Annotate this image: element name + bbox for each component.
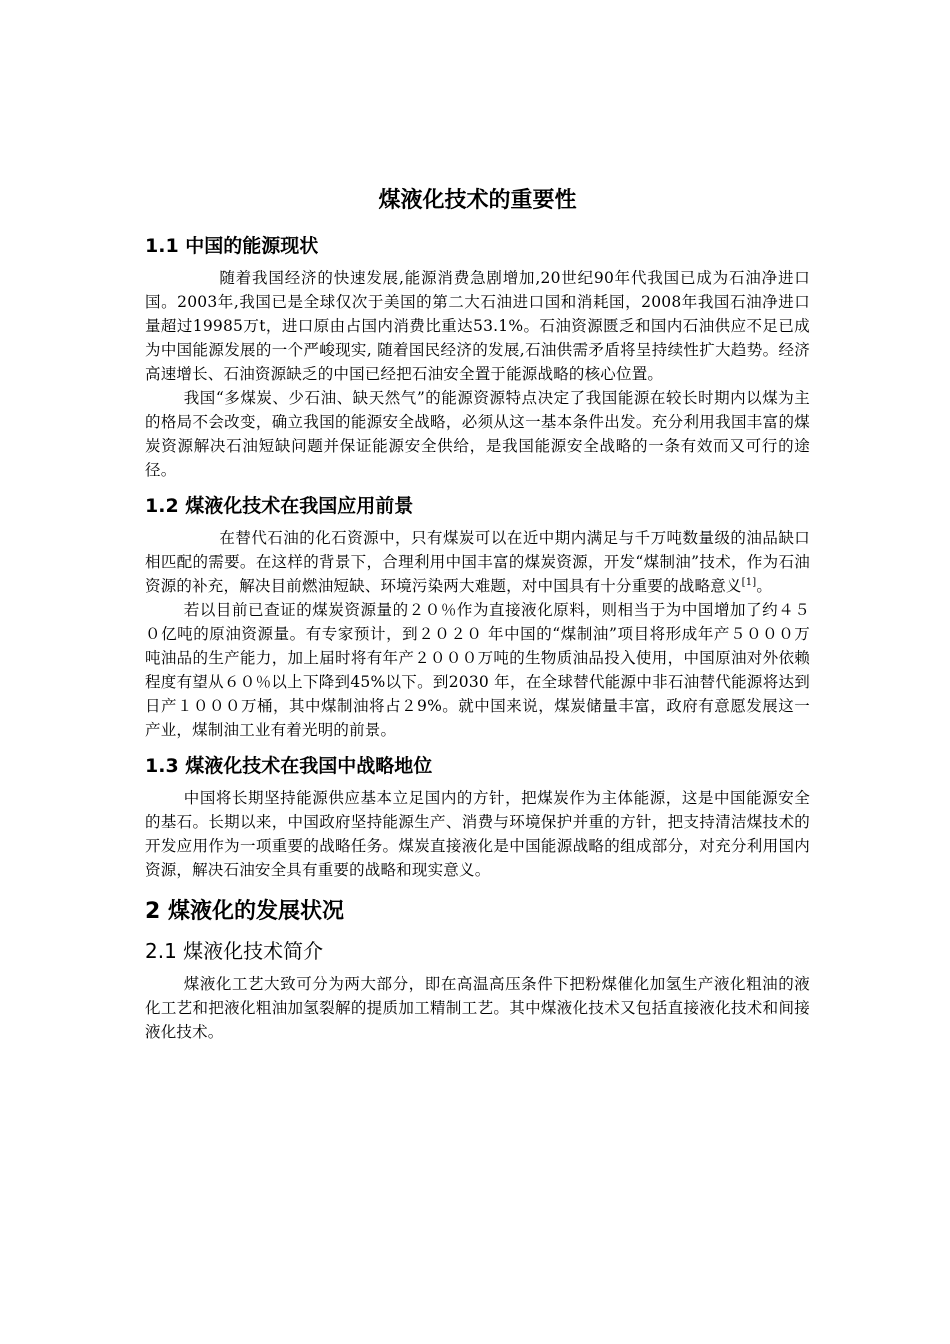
section-heading-1-2: 1.2 煤液化技术在我国应用前景 bbox=[145, 495, 414, 517]
paragraph-text: 在替代石油的化石资源中，只有煤炭可以在近中期内满足与千万吨数量级的油品缺口相匹配的需要。在这样的背景下，合理利用中国丰富的煤炭资源，开发“煤制油”技术，作为石油资源的补充，解决目前燃油短缺、环境污染两大难题，对中国具有十分重要的战略意义 bbox=[145, 529, 810, 595]
section-heading-2-1: 2.1 煤液化技术简介 bbox=[145, 939, 324, 963]
citation-ref: [1] bbox=[741, 576, 757, 588]
paragraph-with-citation bbox=[145, 526, 810, 598]
paragraph: 我国“多煤炭、少石油、缺天然气”的能源资源特点决定了我国能源在较长时期内以煤为主的格局不会改变，确立我国的能源安全战略，必须从这一基本条件出发。充分利用我国丰富的煤炭资源解决石油短缺问题并保证能源安全供给，是我国能源安全战略的一条有效而又可行的途径。 bbox=[145, 389, 810, 479]
paragraph: 煤液化工艺大致可分为两大部分，即在高温高压条件下把粉煤催化加氢生产液化粗油的液化工艺和把液化粗油加氢裂解的提质加工精制工艺。其中煤液化技术又包括直接液化技术和间接液化技术。 bbox=[145, 975, 810, 1041]
section-heading-1-1: 1.1 中国的能源现状 bbox=[145, 235, 319, 257]
paragraph: 中国将长期坚持能源供应基本立足国内的方针，把煤炭作为主体能源，这是中国能源安全的基石。长期以来，中国政府坚持能源生产、消费与环境保护并重的方针，把支持清洁煤技术的开发应用作为一项重要的战略任务。煤炭直接液化是中国能源战略的组成部分，对充分利用国内资源，解决石油安全具有重要的战略和现实意义。 bbox=[145, 789, 810, 879]
section-heading-1-3: 1.3 煤液化技术在我国中战略地位 bbox=[145, 755, 433, 777]
paragraph: 若以目前已查证的煤炭资源量的２０％作为直接液化原料，则相当于为中国增加了约４５０亿吨的原油资源量。有专家预计，到２０２０ 年中国的“煤制油”项目将形成年产５０００万吨油品的生产能力，加上届时将有年产２０００万吨的生物质油品投入使用，中国原油对外依赖程度有望从６０％以上下降到45%以下。到2030 年，在全球替代能源中非石油替代能源将达到日产１０００万桶，其中煤制油将占２9%。就中国来说，煤炭储量丰富，政府有意愿发展这一产业，煤制油工业有着光明的前景。 bbox=[145, 601, 810, 739]
chapter-heading-2: 2 煤液化的发展状况 bbox=[145, 899, 344, 924]
document-title: 煤液化技术的重要性 bbox=[378, 188, 577, 213]
paragraph: 随着我国经济的快速发展,能源消费急剧增加,20世纪90年代我国已成为石油净进口国。2003年,我国已是全球仅次于美国的第二大石油进口国和消耗国，2008年我国石油净进口量超过19985万t，进口原由占国内消费比重达53.1%。石油资源匮乏和国内石油供应不足已成为中国能源发展的一个严峻现实, 随着国民经济的发展,石油供需矛盾将呈持续性扩大趋势。经济高速增长、石油资源缺乏的中国已经把石油安全置于能源战略的核心位置。 bbox=[145, 269, 810, 383]
document-page bbox=[145, 178, 810, 1044]
paragraph-end: 。 bbox=[756, 577, 773, 595]
